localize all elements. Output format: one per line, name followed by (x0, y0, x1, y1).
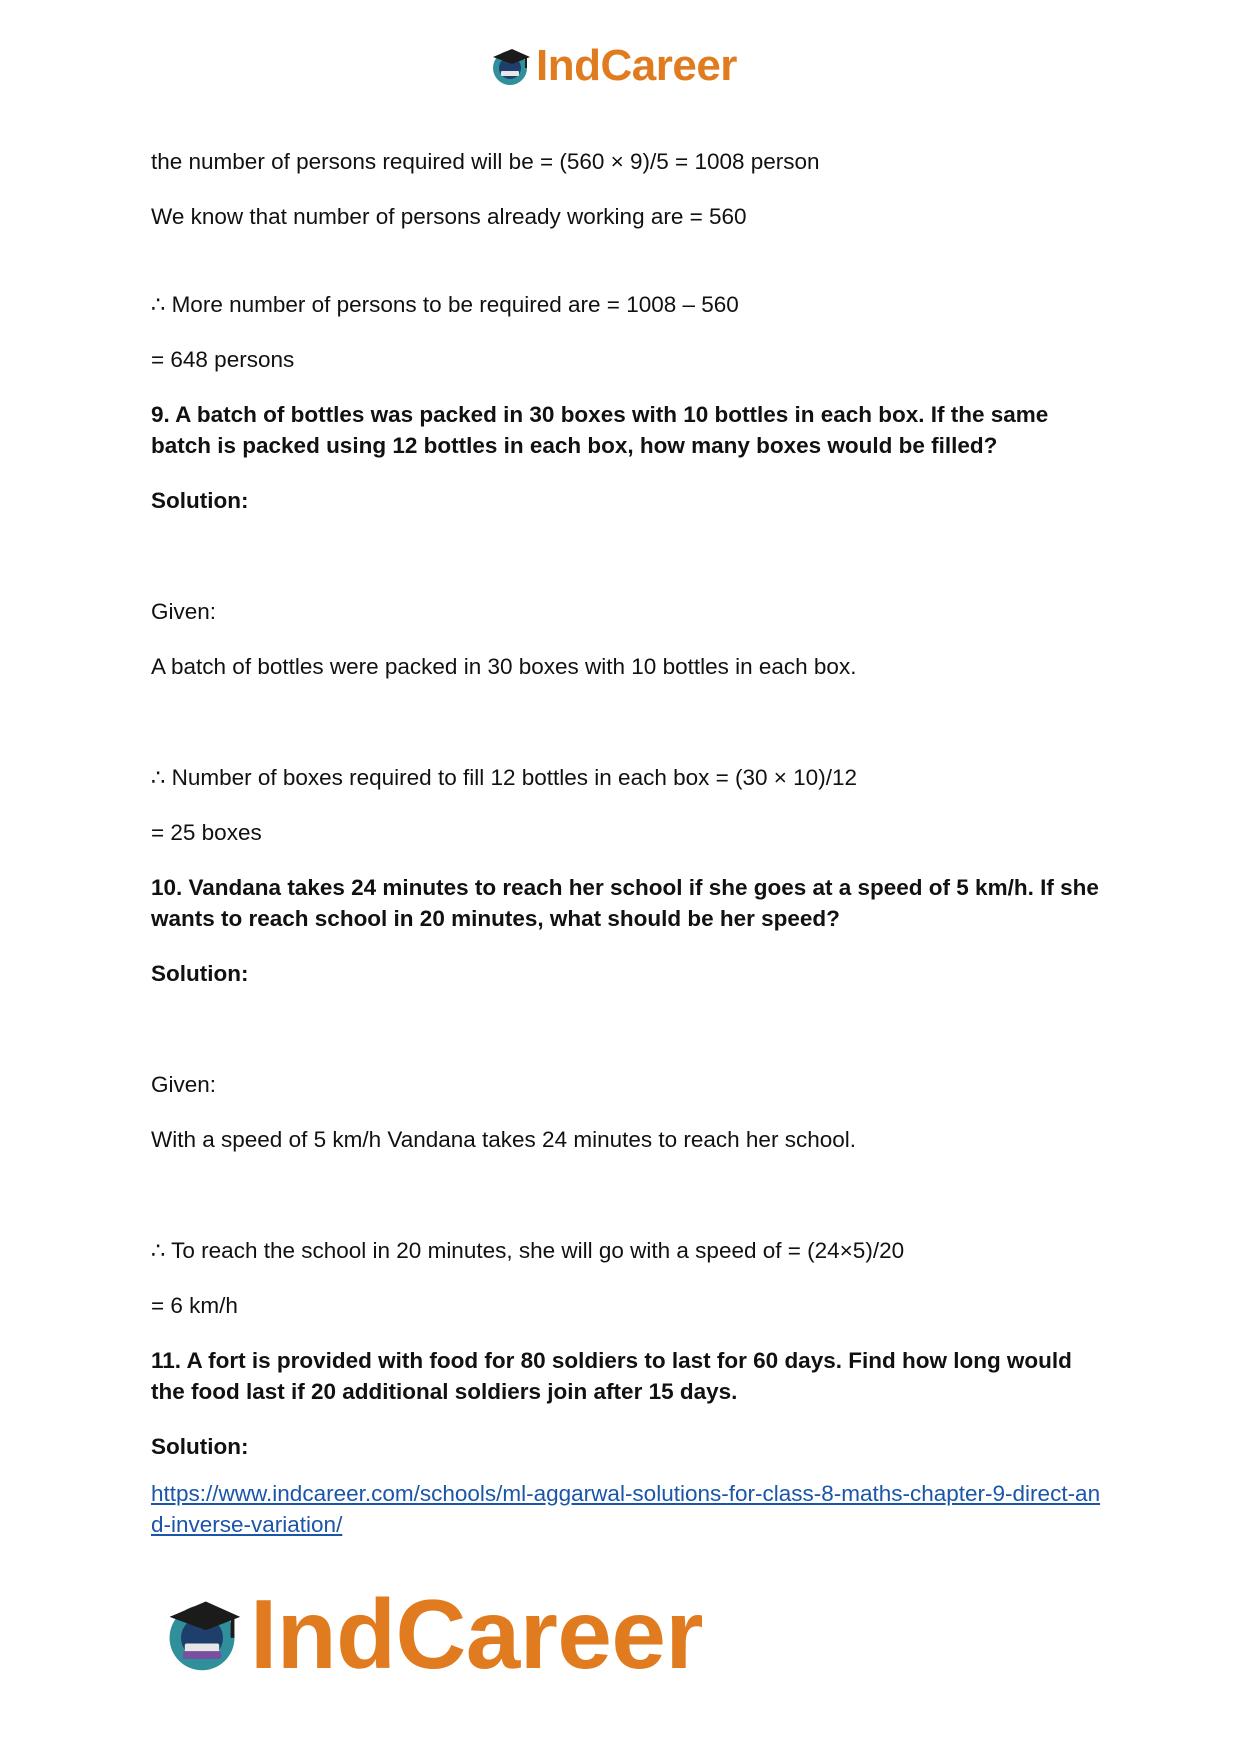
solution-heading: Solution: (151, 961, 249, 986)
given-label: Given: (151, 1072, 217, 1097)
given-label: Given: (151, 599, 217, 624)
solution-heading: Solution: (151, 1434, 249, 1459)
text-line: the number of persons required will be = (560 × 9)/5 = 1008 person (151, 149, 820, 174)
header-logo-text: IndCareer (536, 41, 737, 90)
footer-logo-text: IndCareer (250, 1579, 704, 1689)
footer-logo (160, 1579, 704, 1689)
text-line: ∴ To reach the school in 20 minutes, she will go with a speed of = (24×5)/20 (151, 1238, 905, 1263)
header-logo (488, 41, 737, 90)
text-line: ∴ More number of persons to be required are = 1008 – 560 (151, 292, 739, 317)
graduation-cap-icon (488, 44, 532, 88)
source-link[interactable]: https://www.indcareer.com/schools/ml-aggarwal-solutions-for-class-8-maths-chapter-9-direct-and-inverse-variation/ (151, 1481, 1101, 1537)
text-line: We know that number of persons already working are = 560 (151, 204, 747, 229)
text-line: With a speed of 5 km/h Vandana takes 24 minutes to reach her school. (151, 1127, 856, 1152)
text-line: ∴ Number of boxes required to fill 12 bottles in each box = (30 × 10)/12 (151, 765, 857, 790)
question-10: 10. Vandana takes 24 minutes to reach her school if she goes at a speed of 5 km/h. If she wants to reach school in 20 minutes, what should be her speed? (151, 875, 1099, 931)
text-line: = 25 boxes (151, 820, 262, 845)
graduation-cap-icon (160, 1592, 244, 1676)
text-line: = 648 persons (151, 347, 295, 372)
solution-heading: Solution: (151, 488, 249, 513)
question-9: 9. A batch of bottles was packed in 30 boxes with 10 bottles in each box. If the same batch is packed using 12 bottles in each box, how many boxes would be filled? (151, 402, 1049, 458)
text-line: = 6 km/h (151, 1293, 238, 1318)
text-line: A batch of bottles were packed in 30 boxes with 10 bottles in each box. (151, 654, 857, 679)
page-content (151, 146, 1111, 1540)
question-11: 11. A fort is provided with food for 80 soldiers to last for 60 days. Find how long would the food last if 20 additional soldiers join after 15 days. (151, 1348, 1072, 1404)
